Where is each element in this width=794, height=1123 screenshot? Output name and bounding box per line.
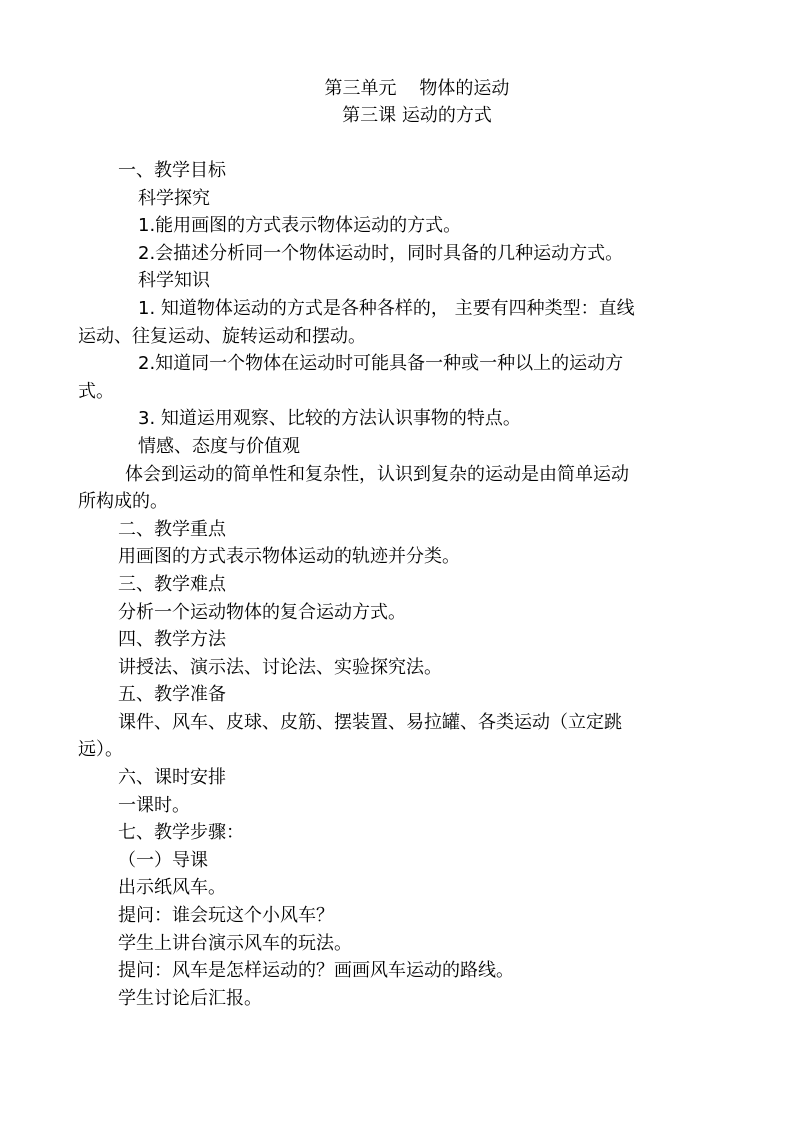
- paragraph-line: 3. 知道运用观察、比较的方法认识事物的特点。: [138, 408, 521, 430]
- paragraph-line: 学生讨论后汇报。: [118, 987, 262, 1009]
- paragraph-line: 提问：谁会玩这个小风车？: [118, 905, 334, 927]
- paragraph-line: 所构成的。: [78, 491, 168, 513]
- paragraph-line: 出示纸风车。: [118, 877, 226, 899]
- section-heading-schedule: 六、课时安排: [118, 767, 226, 789]
- subheading-science-inquiry: 科学探究: [138, 187, 210, 209]
- paragraph-line: 式。: [78, 380, 114, 402]
- paragraph-line: 课件、风车、皮球、皮筋、摆装置、易拉罐、各类运动（立定跳: [118, 711, 622, 733]
- paragraph-line: 2.会描述分析同一个物体运动时，同时具备的几种运动方式。: [138, 242, 624, 264]
- paragraph-line: 体会到运动的简单性和复杂性，认识到复杂的运动是由简单运动: [125, 463, 629, 485]
- unit-title: 第三单元 物体的运动: [324, 78, 510, 99]
- section-heading-methods: 四、教学方法: [118, 629, 226, 651]
- section-heading-difficulties: 三、教学难点: [118, 573, 226, 595]
- paragraph-line: 学生上讲台演示风车的玩法。: [118, 932, 352, 954]
- paragraph-line: 2.知道同一个物体在运动时可能具备一种或一种以上的运动方: [138, 353, 624, 375]
- paragraph-line: 远）。: [78, 739, 123, 761]
- paragraph-line: 1.能用画图的方式表示物体运动的方式。: [138, 215, 462, 237]
- paragraph-line: 用画图的方式表示物体运动的轨迹并分类。: [118, 546, 460, 568]
- section-heading-steps: 七、教学步骤：: [118, 822, 244, 844]
- document-body: [78, 157, 720, 1012]
- paragraph-line: 提问：风车是怎样运动的？画画风车运动的路线。: [118, 960, 514, 982]
- paragraph-line: 分析一个运动物体的复合运动方式。: [118, 601, 406, 623]
- paragraph-line: 运动、往复运动、旋转运动和摆动。: [78, 325, 366, 347]
- section-heading-objectives: 一、教学目标: [118, 160, 226, 181]
- paragraph-line: 1. 知道物体运动的方式是各种各样的， 主要有四种类型：直线: [138, 297, 635, 319]
- subheading-science-knowledge: 科学知识: [138, 270, 210, 292]
- subheading-introduction: （一）导课: [118, 849, 208, 871]
- paragraph-line: 讲授法、演示法、讨论法、实验探究法。: [118, 656, 442, 678]
- section-heading-preparation: 五、教学准备: [118, 684, 226, 706]
- paragraph-line: 一课时。: [118, 794, 190, 816]
- section-heading-key-points: 二、教学重点: [118, 518, 226, 540]
- lesson-title: 第三课 运动的方式: [342, 105, 492, 126]
- subheading-attitudes-values: 情感、态度与价值观: [138, 435, 300, 457]
